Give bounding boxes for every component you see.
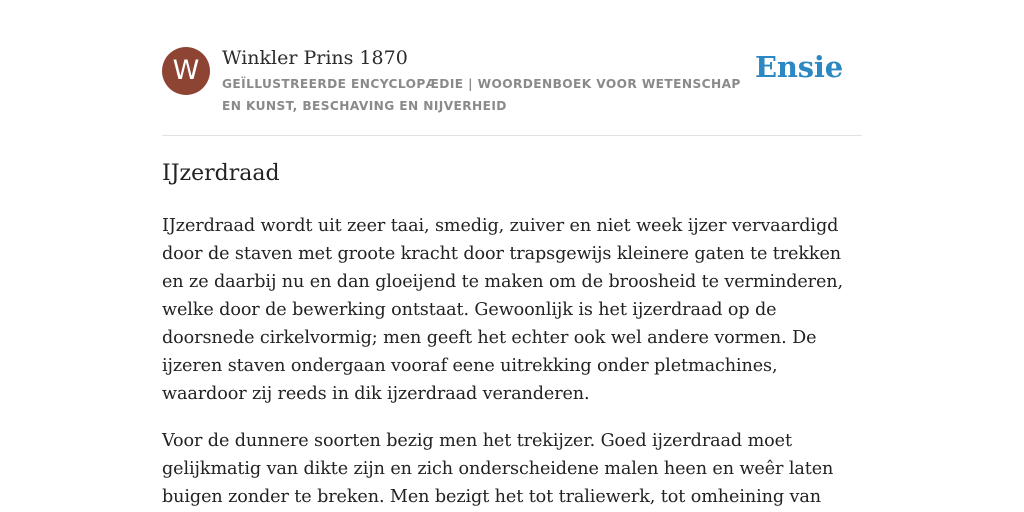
article-paragraph: IJzerdraad wordt uit zeer taai, smedig, zuiver en niet week ijzer vervaardigd door de staven met groote kracht door trapsgewijs kleinere gaten te trekken en ze daarbij nu en dan gloeijend te maken om de broosheid te verminderen, welke door de bewerking ontstaat. Gewoonlijk is het ijzerdraad op de doorsnede cirkelvormig; men geeft het echter ook wel andere vormen. De ijzeren staven ondergaan vooraf eene uitrekking onder pletmachines, waardoor zij reeds in dik ijzerdraad veranderen. bbox=[162, 216, 844, 404]
source-header bbox=[162, 44, 862, 136]
ensie-logo[interactable]: Ensie bbox=[755, 50, 843, 84]
source-avatar[interactable]: W bbox=[162, 47, 210, 95]
article-body bbox=[162, 212, 862, 512]
source-title[interactable]: Winkler Prins 1870 bbox=[222, 47, 408, 69]
source-subtitle: GEÏLLUSTREERDE ENCYCLOPÆDIE | WOORDENBOEK VOOR WETENSCHAP EN KUNST, BESCHAVING EN NIJVERHEID bbox=[222, 77, 741, 113]
article-title: IJzerdraad bbox=[162, 161, 280, 186]
article-paragraph: Voor de dunnere soorten bezig men het trekijzer. Goed ijzerdraad moet gelijkmatig van dikte zijn en zich onderscheidene malen heen en weêr laten buigen zonder te breken. Men bezigt het tot traliewerk, tot omheining van bbox=[162, 431, 834, 507]
